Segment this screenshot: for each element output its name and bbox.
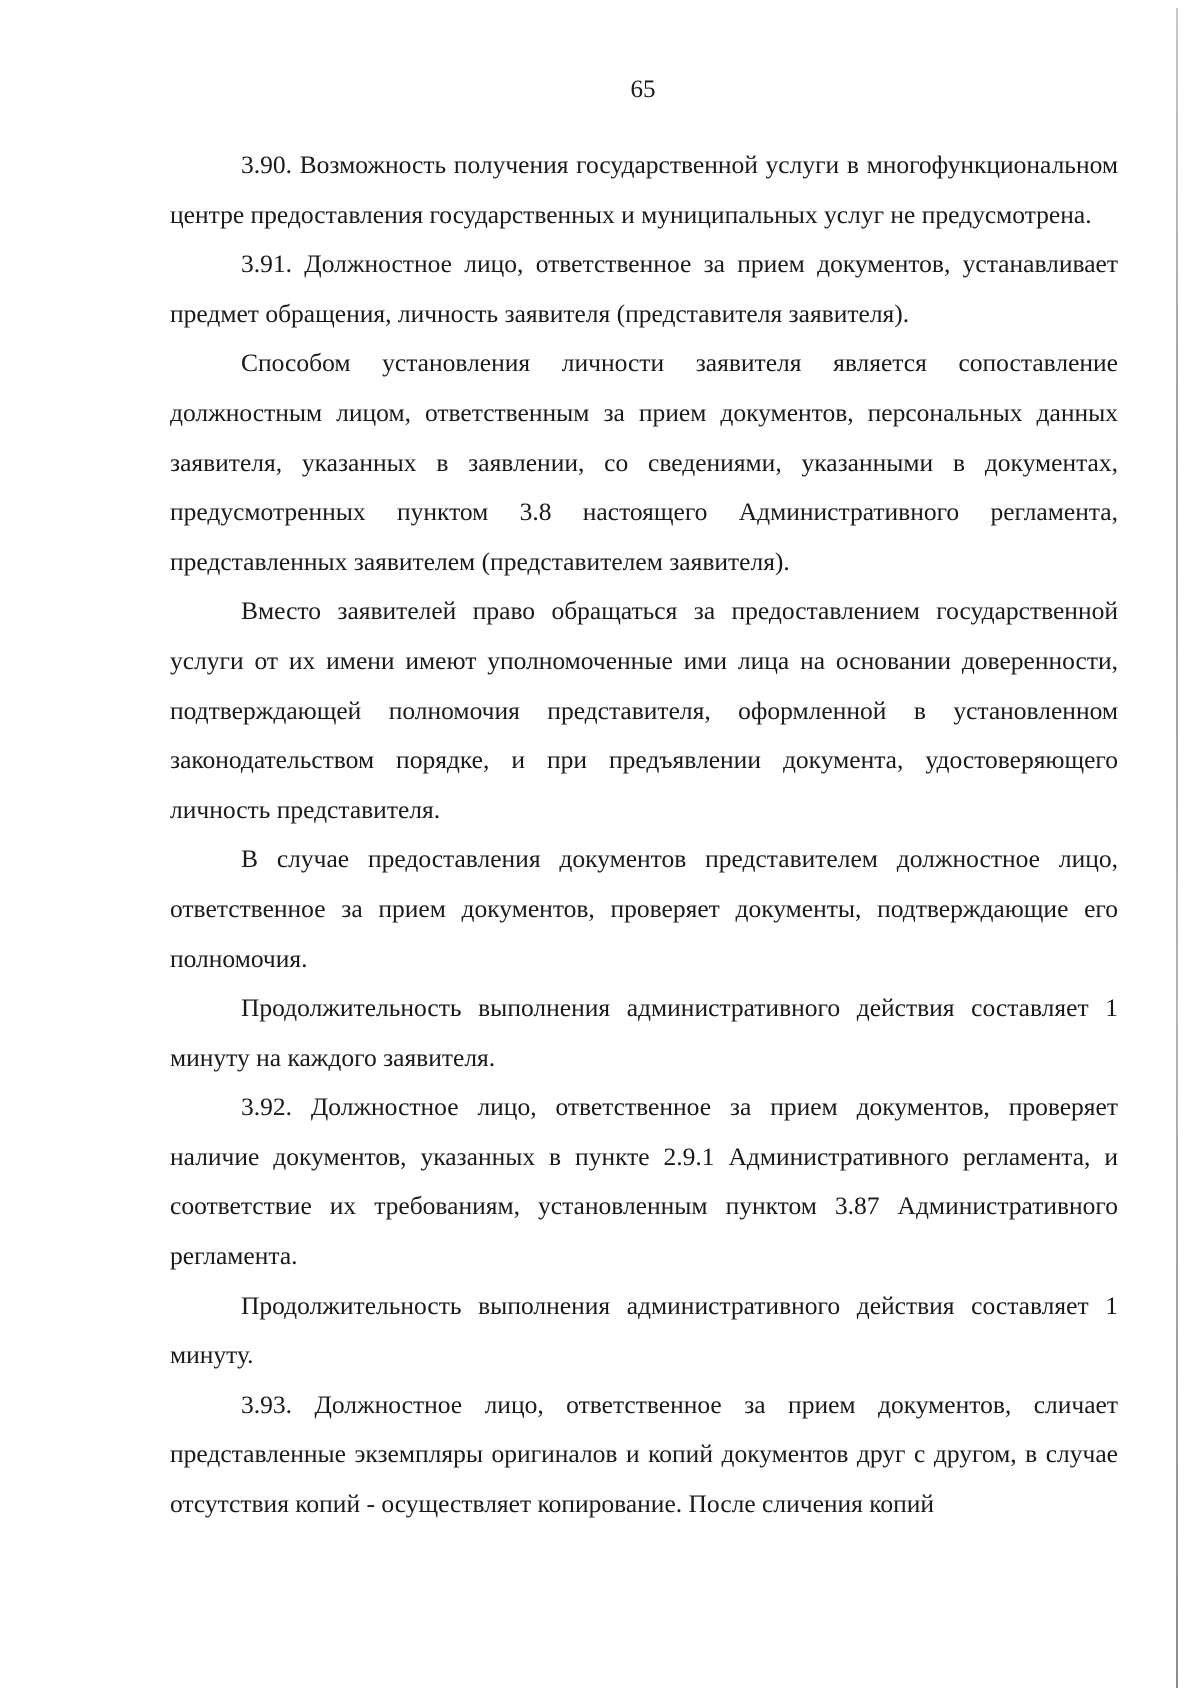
paragraph-representative-documents: В случае предоставления документов представителем должностное лицо, ответственное за прием документов, проверяет документы, подтверждающие его полномочия. (170, 844, 1118, 973)
paragraph-3-91: 3.91. Должностное лицо, ответственное за прием документов, устанавливает предмет обращения, личность заявителя (представителя заявителя). (170, 249, 1118, 328)
page-number: 65 (630, 76, 656, 103)
paragraph-duration-per-applicant: Продолжительность выполнения административного действия составляет 1 минуту на каждого заявителя. (170, 993, 1118, 1072)
paragraph-representatives: Вместо заявителей право обращаться за предоставлением государственной услуги от их имени имеют уполномоченные ими лица на основании доверенности, подтверждающей полномочия представителя, оформленной в установленном законодательством порядке, и при предъявлении документа, удостоверяющего личность представителя. (170, 596, 1118, 824)
paragraph-3-93: 3.93. Должностное лицо, ответственное за прием документов, сличает представленные экземпляры оригиналов и копий документов друг с другом, в случае отсутствия копий - осуществляет копирование. После сличения копий (170, 1389, 1118, 1519)
scan-edge-line (1176, 8, 1178, 1688)
document-body (170, 140, 1118, 1529)
paragraph-duration-one-minute: Продолжительность выполнения административного действия составляет 1 минуту. (170, 1290, 1118, 1370)
paragraph-3-92: 3.92. Должностное лицо, ответственное за прием документов, проверяет наличие документов, указанных в пункте 2.9.1 Административного регламента, и соответствие их требованиям, установленным пунктом 3.87 Административного регламента. (170, 1092, 1118, 1271)
paragraph-identity-method: Способом установления личности заявителя является сопоставление должностным лицом, ответственным за прием документов, персональных данных заявителя, указанных в заявлении, со сведениями, указанными в документах, предусмотренных пунктом 3.8 настоящего Административного регламента, представленных заявителем (представителем заявителя). (170, 348, 1118, 576)
paragraph-3-90: 3.90. Возможность получения государственной услуги в многофункциональном центре предоставления государственных и муниципальных услуг не предусмотрена. (170, 150, 1118, 229)
